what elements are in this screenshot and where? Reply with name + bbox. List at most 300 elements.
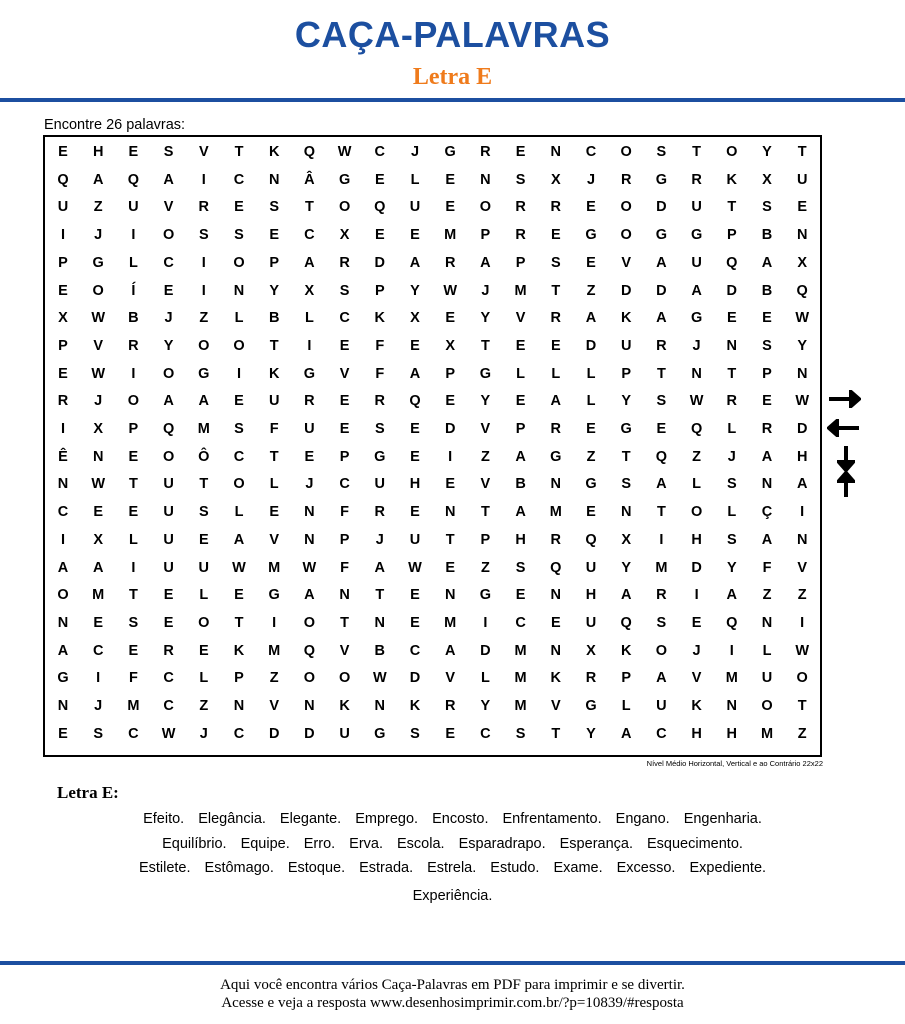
grid-cell: S: [726, 476, 737, 493]
grid-cell: E: [93, 614, 104, 631]
grid-cell: W: [795, 642, 810, 659]
grid-cell: O: [233, 337, 245, 354]
grid-cell: O: [479, 199, 492, 216]
arrow-right-icon: [827, 390, 861, 408]
grid-cell: Y: [797, 337, 808, 354]
grid-cell: S: [198, 227, 209, 244]
grid-cell: D: [444, 421, 456, 437]
word-list-item: Emprego.: [355, 811, 419, 827]
word-list-line-3: [0, 860, 905, 876]
grid-cell: E: [586, 504, 596, 521]
grid-cell: D: [656, 199, 667, 216]
grid-cell: N: [304, 531, 315, 548]
grid-cell: G: [585, 227, 597, 244]
grid-cell: A: [585, 310, 597, 327]
grid-cell: C: [304, 227, 315, 244]
grid-cell: A: [691, 282, 702, 299]
grid-cell: Â: [304, 171, 315, 188]
grid-cell: A: [304, 587, 315, 604]
grid-cell: O: [162, 448, 175, 465]
grid-cell: E: [410, 227, 420, 244]
grid-cell: Z: [480, 559, 490, 576]
grid-cell: J: [305, 476, 314, 493]
grid-cell: U: [57, 199, 69, 216]
grid-cell: Q: [162, 421, 175, 437]
grid-cell: V: [480, 476, 491, 493]
grid-cell: Q: [585, 531, 597, 548]
grid-cell: F: [269, 421, 279, 437]
grid-cell: C: [480, 725, 491, 742]
word-list-line-1: [0, 811, 905, 827]
grid-cell: O: [620, 227, 632, 244]
grid-cell: J: [481, 282, 490, 299]
grid-cell: E: [128, 448, 139, 465]
word-list-item: Estoque.: [287, 860, 346, 876]
grid-cell: S: [726, 531, 737, 548]
grid-cell: D: [268, 725, 280, 742]
grid-cell: O: [620, 144, 632, 160]
grid-cell: Y: [480, 393, 491, 410]
grid-cell: O: [761, 698, 773, 714]
grid-cell: N: [726, 337, 738, 354]
grid-cell: C: [163, 254, 174, 271]
grid-cell: Q: [57, 171, 69, 188]
word-list-item: Experiência.: [412, 888, 493, 904]
grid-cell: T: [199, 476, 209, 493]
grid-cell: B: [268, 310, 280, 327]
grid-cell: Ç: [761, 504, 773, 521]
grid-cell: M: [514, 670, 527, 687]
grid-cell: G: [585, 698, 597, 714]
word-list-item: Erro.: [303, 836, 336, 852]
grid-cell: U: [761, 670, 773, 687]
grid-cell: P: [339, 531, 350, 548]
grid-cell: E: [550, 337, 561, 354]
grid-cell: Y: [163, 337, 174, 354]
grid-cell: P: [621, 670, 632, 687]
grid-cell: E: [445, 393, 456, 410]
grid-cell: N: [374, 698, 386, 714]
grid-cell: U: [620, 337, 632, 354]
grid-cell: E: [445, 476, 456, 493]
grid-cell: E: [128, 144, 139, 160]
grid-cell: M: [514, 698, 527, 714]
grid-cell: K: [691, 698, 702, 714]
grid-cell: L: [304, 310, 314, 327]
grid-cell: L: [692, 476, 702, 493]
grid-cell: X: [550, 171, 561, 188]
grid-cell: K: [268, 365, 280, 382]
grid-cell: C: [374, 144, 386, 160]
grid-cell: S: [656, 393, 667, 410]
grid-cell: M: [268, 642, 281, 659]
grid-cell: Z: [480, 448, 490, 465]
grid-cell: J: [199, 725, 208, 742]
grid-cell: E: [797, 199, 808, 216]
grid-cell: L: [199, 587, 209, 604]
grid-cell: U: [585, 614, 597, 631]
grid-cell: L: [586, 365, 596, 382]
grid-cell: R: [656, 587, 667, 604]
grid-cell: L: [621, 698, 631, 714]
grid-cell: T: [304, 199, 314, 216]
grid-cell: A: [409, 365, 421, 382]
grid-cell: C: [163, 670, 174, 687]
grid-cell: L: [128, 531, 138, 548]
grid-cell: E: [269, 504, 280, 521]
grid-cell: A: [163, 393, 174, 410]
grid-cell: O: [233, 254, 245, 271]
footer-divider: [0, 961, 905, 965]
grid-cell: W: [91, 310, 106, 327]
grid-cell: E: [93, 504, 104, 521]
grid-cell: R: [480, 144, 491, 160]
grid-cell: F: [375, 365, 385, 382]
grid-cell: N: [761, 614, 773, 631]
grid-cell: E: [198, 642, 209, 659]
grid-cell: N: [268, 171, 280, 188]
word-list-item: Esperança.: [559, 836, 633, 852]
grid-cell: M: [92, 587, 105, 604]
grid-cell: W: [795, 310, 810, 327]
grid-cell: Q: [655, 448, 668, 465]
grid-cell: O: [198, 614, 210, 631]
footer-line-2: Acesse e veja a resposta www.desenhosimprimir.com.br/?p=10839/#resposta: [221, 995, 684, 1011]
grid-cell: I: [483, 614, 488, 631]
grid-cell: R: [374, 504, 386, 521]
grid-cell: E: [410, 587, 420, 604]
grid-cell: E: [515, 144, 526, 160]
grid-cell: Y: [762, 144, 772, 160]
grid-cell: V: [515, 310, 526, 327]
grid-cell: Z: [199, 310, 209, 327]
grid-cell: O: [162, 227, 175, 244]
grid-cell: N: [57, 476, 69, 493]
grid-cell: S: [234, 227, 244, 244]
grid-cell: Y: [621, 393, 632, 410]
grid-cell: K: [339, 698, 350, 714]
grid-cell: G: [690, 310, 703, 327]
grid-cell: I: [131, 365, 136, 382]
grid-cell: L: [586, 393, 596, 410]
grid-cell: E: [762, 393, 772, 410]
grid-cell: P: [128, 421, 139, 437]
grid-cell: E: [234, 587, 244, 604]
grid-cell: U: [691, 254, 702, 271]
grid-cell: A: [92, 171, 104, 188]
grid-cell: S: [656, 144, 667, 160]
grid-cell: D: [656, 282, 667, 299]
grid-cell: O: [726, 144, 738, 160]
grid-cell: T: [128, 587, 138, 604]
grid-cell: U: [374, 476, 386, 493]
grid-cell: E: [339, 421, 350, 437]
grid-cell: E: [445, 559, 456, 576]
grid-cell: L: [199, 670, 209, 687]
grid-cell: S: [515, 171, 526, 188]
grid-cell: O: [796, 670, 808, 687]
grid-cell: Z: [797, 725, 807, 742]
grid-cell: L: [480, 670, 490, 687]
grid-cell: W: [372, 670, 387, 687]
grid-cell: B: [128, 310, 139, 327]
grid-cell: E: [410, 421, 420, 437]
word-list-item: Erva.: [349, 836, 384, 852]
grid-cell: T: [621, 448, 631, 465]
grid-cell: E: [691, 614, 702, 631]
grid-cell: W: [91, 476, 106, 493]
grid-cell: F: [375, 337, 385, 354]
grid-cell: R: [691, 171, 702, 188]
grid-cell: T: [234, 614, 244, 631]
grid-cell: G: [374, 448, 386, 465]
grid-cell: T: [340, 614, 350, 631]
grid-cell: C: [515, 614, 526, 631]
grid-cell: M: [549, 504, 562, 521]
grid-cell: P: [445, 365, 456, 382]
grid-cell: O: [338, 670, 351, 687]
grid-cell: E: [410, 614, 420, 631]
grid-cell: N: [444, 587, 456, 604]
grid-cell: I: [60, 421, 66, 437]
grid-cell: I: [448, 448, 453, 465]
grid-cell: E: [410, 504, 420, 521]
grid-cell: S: [234, 421, 244, 437]
grid-cell: M: [655, 559, 668, 576]
grid-cell: E: [128, 504, 139, 521]
grid-cell: J: [727, 448, 736, 465]
grid-cell: J: [586, 171, 596, 188]
grid-cell: S: [550, 254, 561, 271]
grid-cell: V: [339, 365, 350, 382]
grid-cell: Z: [269, 670, 279, 687]
grid-cell: A: [57, 559, 69, 576]
grid-cell: E: [410, 337, 420, 354]
word-list-line-2: [0, 836, 905, 852]
grid-cell: H: [691, 531, 702, 548]
grid-cell: O: [127, 393, 140, 410]
grid-cell: N: [796, 227, 808, 244]
grid-cell: G: [92, 254, 104, 271]
grid-cell: L: [128, 254, 138, 271]
grid-cell: T: [551, 725, 561, 742]
grid-cell: U: [409, 199, 421, 216]
grid-cell: E: [550, 614, 561, 631]
grid-cell: Q: [127, 171, 140, 188]
grid-cell: I: [60, 227, 66, 244]
grid-cell: E: [58, 144, 68, 160]
grid-cell: J: [410, 144, 420, 160]
grid-cell: A: [198, 393, 210, 410]
grid-cell: R: [57, 393, 69, 410]
grid-cell: S: [656, 614, 667, 631]
grid-cell: A: [163, 171, 174, 188]
grid-cell: I: [800, 504, 805, 521]
grid-cell: R: [374, 393, 386, 410]
word-list-item: Elegante.: [279, 811, 342, 827]
grid-cell: F: [762, 559, 772, 576]
grid-cell: X: [621, 531, 632, 548]
grid-cell: K: [620, 310, 632, 327]
grid-cell: N: [304, 698, 315, 714]
word-list-item: Estrada.: [359, 860, 414, 876]
grid-cell: G: [655, 171, 668, 188]
grid-cell: D: [480, 642, 491, 659]
grid-cell: C: [409, 642, 421, 659]
grid-cell: P: [515, 421, 526, 437]
grid-cell: S: [128, 614, 139, 631]
grid-cell: I: [131, 559, 136, 576]
grid-cell: W: [408, 559, 422, 576]
grid-cell: E: [726, 310, 737, 327]
grid-cell: C: [233, 171, 245, 188]
grid-cell: T: [234, 144, 244, 160]
grid-cell: A: [726, 587, 738, 604]
grid-cell: A: [92, 559, 104, 576]
grid-cell: E: [762, 310, 772, 327]
grid-cell: N: [796, 531, 808, 548]
grid-cell: A: [656, 476, 667, 493]
grid-cell: O: [92, 282, 104, 299]
grid-cell: N: [761, 476, 773, 493]
grid-cell: O: [303, 614, 316, 631]
grid-cell: X: [586, 642, 596, 659]
grid-cell: X: [93, 531, 104, 548]
word-list-item: Estômago.: [204, 860, 274, 876]
grid-cell: K: [620, 642, 632, 659]
grid-cell: Ê: [58, 448, 68, 465]
grid-cell: E: [163, 282, 174, 299]
grid-cell: R: [515, 227, 526, 244]
grid-cell: S: [374, 421, 385, 437]
grid-cell: O: [57, 587, 69, 604]
grid-cell: C: [57, 504, 69, 521]
grid-cell: W: [337, 144, 352, 160]
word-list-item: Excesso.: [616, 860, 676, 876]
grid-cell: P: [374, 282, 385, 299]
grid-cell: S: [410, 725, 420, 742]
grid-cell: C: [128, 725, 139, 742]
grid-cell: T: [375, 587, 385, 604]
grid-cell: G: [57, 670, 69, 687]
grid-cell: J: [692, 642, 701, 659]
grid-cell: U: [163, 559, 174, 576]
grid-cell: A: [444, 642, 456, 659]
grid-cell: A: [233, 531, 245, 548]
grid-cell: R: [761, 421, 773, 437]
grid-cell: V: [269, 698, 280, 714]
grid-cell: K: [409, 698, 421, 714]
grid-cell: T: [797, 144, 807, 160]
grid-cell: K: [550, 670, 562, 687]
grid-cell: A: [656, 254, 667, 271]
grid-cell: Q: [303, 642, 316, 659]
grid-cell: Y: [586, 725, 596, 742]
grid-cell: B: [515, 476, 526, 493]
grid-cell: Z: [93, 199, 103, 216]
grid-cell: L: [410, 171, 420, 188]
grid-cell: Z: [586, 448, 596, 465]
word-list-item: Esparadrapo.: [458, 836, 546, 852]
grid-cell: S: [269, 199, 280, 216]
word-list-item: Efeito.: [143, 811, 185, 827]
grid-cell: W: [689, 393, 704, 410]
grid-cell: R: [444, 698, 456, 714]
grid-cell: V: [550, 698, 561, 714]
grid-cell: O: [162, 365, 175, 382]
grid-cell: R: [444, 254, 456, 271]
grid-cell: E: [586, 254, 596, 271]
grid-cell: R: [339, 254, 350, 271]
grid-cell: M: [760, 725, 774, 742]
word-list-item: Estudo.: [490, 860, 540, 876]
grid-cell: U: [304, 421, 315, 437]
grid-cell: B: [761, 227, 773, 244]
grid-cell: I: [236, 365, 242, 382]
grid-cell: N: [233, 282, 245, 299]
grid-cell: N: [339, 587, 350, 604]
grid-cell: Q: [303, 144, 316, 160]
grid-cell: U: [409, 531, 421, 548]
grid-cell: A: [57, 642, 69, 659]
grid-cell: S: [198, 504, 209, 521]
word-list-item: Elegância.: [198, 811, 266, 827]
grid-cell: P: [480, 227, 491, 244]
grid-cell: E: [234, 393, 244, 410]
grid-cell: I: [659, 531, 664, 548]
grid-cell: Q: [690, 421, 703, 437]
grid-cell: T: [727, 365, 737, 382]
grid-cell: N: [57, 698, 69, 714]
grid-cell: Y: [621, 559, 632, 576]
grid-cell: D: [796, 421, 808, 437]
grid-cell: L: [727, 421, 737, 437]
grid-cell: O: [303, 670, 316, 687]
grid-cell: H: [585, 587, 597, 604]
grid-cell: S: [762, 199, 772, 216]
grid-cell: W: [302, 559, 317, 576]
grid-cell: T: [269, 448, 279, 465]
grid-cell: G: [444, 144, 456, 160]
grid-cell: N: [444, 504, 456, 521]
grid-cell: T: [656, 504, 666, 521]
grid-cell: R: [163, 642, 174, 659]
grid-cell: C: [163, 698, 174, 714]
grid-cell: N: [550, 476, 562, 493]
grid-cell: E: [58, 282, 68, 299]
grid-cell: G: [550, 448, 562, 465]
grid-cell: I: [201, 171, 206, 188]
grid-cell: R: [304, 393, 315, 410]
grid-cell: V: [163, 199, 174, 216]
grid-cell: X: [445, 337, 456, 354]
grid-cell: M: [268, 559, 281, 576]
grid-cell: U: [796, 171, 808, 188]
grid-cell: N: [550, 587, 562, 604]
grid-cell: V: [797, 559, 808, 576]
grid-cell: V: [93, 337, 104, 354]
grid-cell: J: [164, 310, 173, 327]
grid-cell: T: [656, 365, 666, 382]
grid-cell: Z: [762, 587, 772, 604]
grid-cell: H: [515, 531, 526, 548]
grid-cell: N: [233, 698, 245, 714]
grid-cell: A: [550, 393, 562, 410]
grid-cell: E: [58, 365, 68, 382]
grid-cell: V: [621, 254, 632, 271]
grid-cell: J: [94, 393, 103, 410]
word-list-item: Estilete.: [138, 860, 191, 876]
